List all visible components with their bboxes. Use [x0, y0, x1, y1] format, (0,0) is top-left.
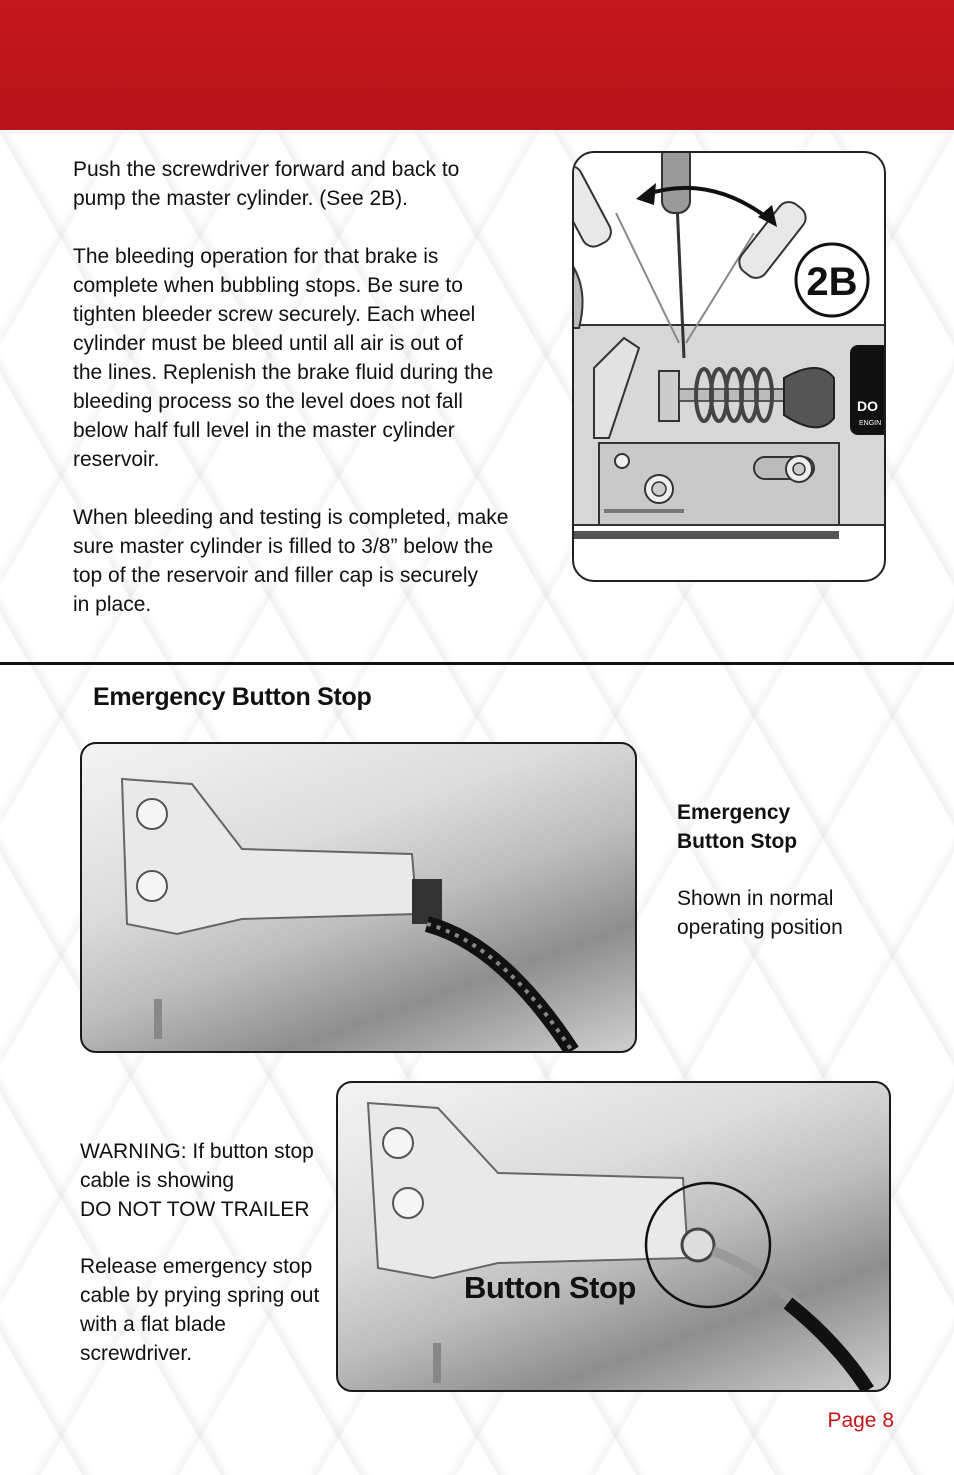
photo-button-stop-showing [336, 1081, 891, 1392]
figure-label: 2B [806, 260, 858, 304]
figure-2b [572, 151, 886, 582]
logo-text: DO [857, 398, 878, 414]
caption-title: Emergency Button Stop [677, 801, 798, 853]
header-band [0, 0, 954, 130]
caption-text: Shown in normal operating position [677, 887, 843, 939]
logo-subtext: ENGIN [859, 420, 882, 427]
section-title: Emergency Button Stop [93, 683, 372, 711]
warning-text: WARNING: If button stop cable is showing DO NOT TOW TRAILER [80, 1140, 314, 1221]
button-stop-exposed-photo [338, 1083, 889, 1390]
master-cylinder-illustration [574, 153, 884, 580]
instruction-bleeding: The bleeding operation for that brake is complete when bubbling stops. Be sure to tighten bleeder screw securely. Each wheel cylinder must be bleed until all air is out of the lines. Replenish the brake fluid during the bleeding process so the level does not fall below half full level in the master cylinder reservoir. [73, 245, 494, 471]
photo-normal-position [80, 742, 637, 1053]
button-stop-label: Button Stop [464, 1270, 636, 1305]
section-divider [0, 662, 954, 665]
button-stop-photo [82, 744, 635, 1051]
instruction-pump: Push the screwdriver forward and back to pump the master cylinder. (See 2B). [73, 158, 460, 210]
page-number: Page 8 [827, 1409, 894, 1432]
release-instruction: Release emergency stop cable by prying spring out with a flat blade screwdriver. [80, 1255, 320, 1365]
instruction-completion: When bleeding and testing is completed, make sure master cylinder is filled to 3/8” below the top of the reservoir and filler cap is securely in place. [73, 506, 509, 616]
